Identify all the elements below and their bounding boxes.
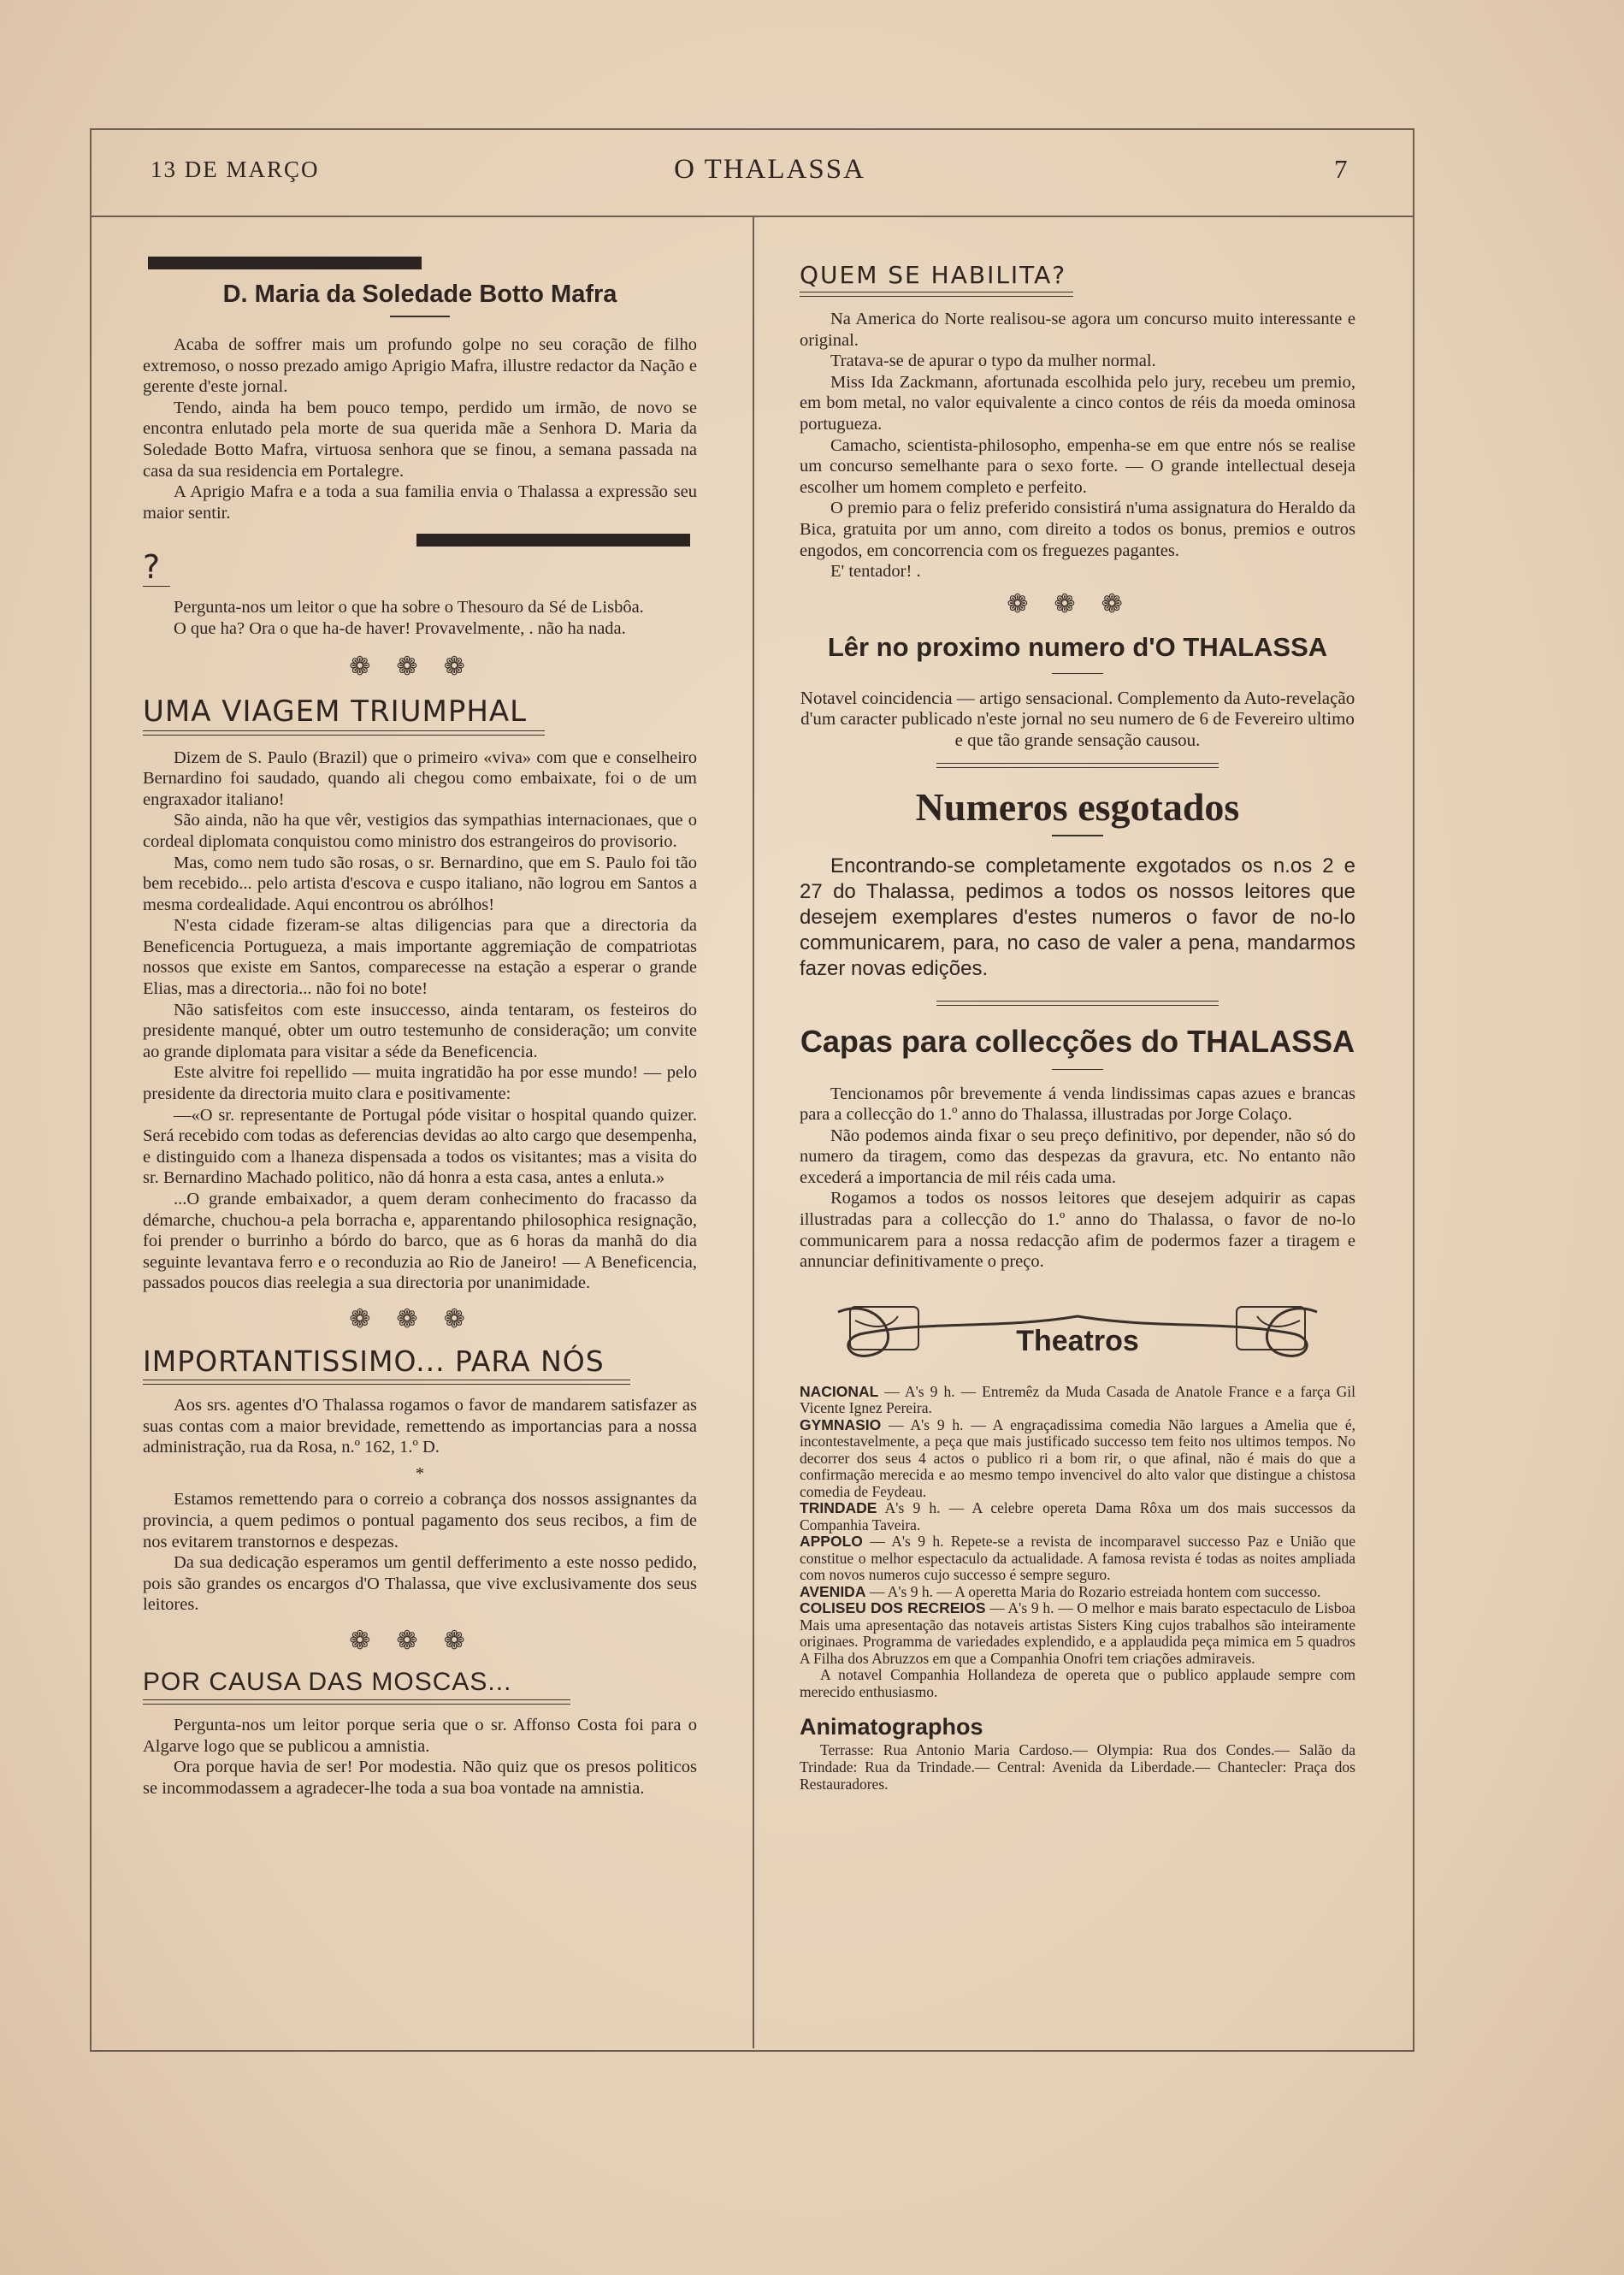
rosette-icon: ❁: [349, 1626, 397, 1655]
column-rule: [753, 216, 754, 2048]
capas-paragraph: Tencionamos pôr brevemente á venda lindissimas capas azues e brancas para a collecção do 1.º anno do Thalassa, illustradas por Jorge Colaço.: [800, 1084, 1355, 1125]
obituary-bar: [148, 257, 422, 269]
rosette-divider: [143, 1624, 697, 1658]
short-rule: [1052, 835, 1103, 836]
capas-paragraph: Rogamos a todos os nossos leitores que desejem adquirir as capas illustradas para a collecção do 1.º anno do Thalassa, o favor de no-lo communicarem para a nossa redacção afim de podermos fazer a tiragem e annunciar definitivamente o preço.: [800, 1189, 1355, 1272]
habilita-title: QUEM SE HABILITA?: [800, 261, 1067, 289]
importantissimo-paragraph: Aos srs. agentes d'O Thalassa rogamos o favor de mandarem satisfazer as suas contas com a maior brevidade, remettendo as importancias para a nossa administração, rua da Rosa, n.º 162, 1.º D.: [143, 1395, 697, 1457]
capas-title: Capas para collecções do THALASSA: [800, 1023, 1355, 1059]
capas-paragraph: Não podemos ainda fixar o seu preço definitivo, por depender, não só do numero da tiragem, como das despezas da gravura, etc. No entanto não excederá a importancia de mil réis cada uma.: [800, 1126, 1355, 1187]
importantissimo-paragraph: Da sua dedicação esperamos um gentil defferimento a este nosso pedido, pois são grandes os encargos d'O Thalassa, que vive exclusivamente dos seus leitores.: [143, 1553, 697, 1615]
newspaper-title: O THALASSA: [674, 154, 865, 185]
theatre-entry: APPOLO — A's 9 h. Repete-se a revista de incomparavel successo Paz e União que constitue o melhor espectaculo da actualidade. A famosa revista é todas as noites ampliada com novos numeros cujo successo é sempre seguro.: [800, 1533, 1355, 1584]
rosette-icon: ❁: [396, 652, 444, 681]
habilita-paragraph: O premio para o feliz preferido consistirá n'uma assignatura do Heraldo da Bica, gratuita por um anno, com direito a todos os bonus, premios e outros engodos, em concorrencia com os freguezes pagantes.: [800, 499, 1355, 560]
animatographos-title: Animatographos: [800, 1714, 983, 1740]
importantissimo-title: IMPORTANTISSIMO... PARA NÓS: [143, 1344, 605, 1378]
rosette-icon: ❁: [349, 1304, 397, 1333]
right-column: [800, 261, 1355, 1793]
esgotados-text: Encontrando-se completamente exgotados os n.os 2 e 27 do Thalassa, pedimos a todos os nossos leitores que desejem exemplares d'estes numeros o favor de no-lo communicarem, para, no caso de valer a pena, mandarmos fazer novas edições.: [800, 854, 1355, 980]
left-column: [143, 257, 697, 1799]
theatre-name: GYMNASIO: [800, 1415, 882, 1433]
theatros-list: [800, 1384, 1355, 1701]
rosette-icon: ❁: [443, 652, 491, 681]
short-rule: [390, 316, 450, 317]
rosette-icon: ❁: [396, 1626, 444, 1655]
double-rule: [800, 292, 1073, 297]
habilita-paragraph: Miss Ida Zackmann, afortunada escolhida pelo jury, recebeu um premio, em bom metal, no valor equivalente a cinco contos de réis da moeda ominosa portugueza.: [800, 372, 1355, 434]
theatre-entry: TRINDADE A's 9 h. — A celebre opereta Dama Rôxa um dos mais successos da Companhia Taveira.: [800, 1499, 1355, 1533]
header-date: 13 DE MARÇO: [151, 157, 320, 182]
question-paragraph: O que ha? Ora o que ha-de haver! Provavelmente, . não ha nada.: [174, 618, 626, 638]
rosette-icon: ❁: [443, 1626, 491, 1655]
esgotados-title: Numeros esgotados: [915, 784, 1240, 829]
animatographos-text: Terrasse: Rua Antonio Maria Cardoso.— Olympia: Rua dos Condes.— Salão da Trindade: Rua da Trindade.— Central: Avenida da Liberdade.— Chantecler: Praça dos Restauradores.: [800, 1741, 1355, 1793]
theatre-name: COLISEU DOS RECREIOS: [800, 1599, 986, 1617]
rosette-icon: ❁: [1101, 589, 1149, 618]
question-paragraph: Pergunta-nos um leitor o que ha sobre o Thesouro da Sé de Lisbôa.: [174, 598, 644, 618]
habilita-paragraph: E' tentador! .: [830, 562, 921, 582]
viagem-heading: [143, 694, 697, 729]
rosette-icon: ❁: [349, 652, 397, 681]
habilita-paragraph: Tratava-se de apurar o typo da mulher normal.: [830, 352, 1156, 371]
proximo-text: Notavel coincidencia — artigo sensacional. Complemento da Auto-revelação d'um caracter publicado n'este jornal no seu numero de 6 de Fevereiro ultimo e que tão grande sensação causou.: [800, 687, 1355, 750]
obituary-paragraph: A Aprigio Mafra e a toda a sua familia envia o Thalassa a expressão seu maior sentir.: [143, 482, 697, 523]
mourning-bar: [416, 534, 690, 547]
double-rule: [143, 730, 545, 736]
double-rule: [936, 1001, 1219, 1006]
importantissimo-paragraph: Estamos remettendo para o correio a cobrança dos nossos assignantes da provincia, a quem pedimos o pontual pagamento dos seus recibos, a fim de nos evitarem transtornos e despezas.: [143, 1490, 697, 1551]
viagem-title: UMA VIAGEM TRIUMPHAL: [143, 694, 528, 729]
question-mark: ?: [143, 548, 162, 587]
theatre-entry: COLISEU DOS RECREIOS — A's 9 h. — O melhor e mais barato espectaculo de Lisboa Mais uma apresentação das notaveis artistas Sisters King cujos trabalhos são inteiramente originaes. Programma de variedades explendido, e a applaudida peça mimica em 5 quadros A Filha dos Abruzzos em que a Companhia Onofri tem criações admiraveis.: [800, 1599, 1356, 1667]
rosette-icon: ❁: [1007, 589, 1054, 618]
short-rule: [1052, 1069, 1103, 1070]
viagem-paragraph: ...O grande embaixador, a quem deram conhecimento do fracasso da démarche, chuchou-a pela borracha e, apparentando philosophica resignação, foi prender o burrinho a bórdo do barco, que as 6 horas da manhã do dia seguinte levantava ferro e o reconduzia ao Rio de Janeiro! — A Beneficencia, passados poucos dias reelegia a sua directoria por unanimidade.: [143, 1190, 697, 1293]
habilita-paragraph: Na America do Norte realisou-se agora um concurso muito interessante e original.: [800, 310, 1355, 350]
viagem-paragraph: Mas, como nem tudo são rosas, o sr. Bernardino, que em S. Paulo foi tão bem recebido... pelo artista d'escova e cuspo italiano, não logrou em Santos a mesma cordealidade. Aqui encontrou os abrólhos!: [143, 853, 697, 914]
theatre-entry: GYMNASIO — A's 9 h. — A engraçadissima comedia Não largues a Amelia que é, incontestavelmente, a peça que mais justificado successo tem feito nos ultimos tempos. No decorrer dos seus 4 actos o publico ri a bom rir, o que afinal, não é mais do que a confirmação merecida e ao mesmo tempo invencivel do alto valor que distingue a chistosa comedia de Feydeau.: [800, 1415, 1356, 1500]
proximo-title: Lêr no proximo numero d'O THALASSA: [827, 631, 1328, 662]
asterisk-divider: *: [415, 1463, 425, 1483]
rosette-divider: [800, 588, 1355, 622]
theatros-title: Theatros: [1016, 1324, 1139, 1357]
theatre-name: APPOLO: [800, 1533, 863, 1551]
viagem-paragraph: Este alvitre foi repellido — muita ingratidão ha por esse mundo! — pelo presidente da directoria muito clara e positivamente:: [143, 1063, 697, 1104]
double-rule: [143, 1699, 570, 1705]
viagem-paragraph: São ainda, não ha que vêr, vestigios das sympathias internacionaes, que o cordeal diplomata conquistou como ministro dos estrangeiros do provisorio.: [143, 811, 697, 851]
viagem-paragraph: Não satisfeitos com este insuccesso, ainda tentaram, os festeiros do presidente manqué, obter um outro testemunho de consideração; um convite ao grande diplomata para visitar a séde da Beneficencia.: [143, 1000, 697, 1061]
rosette-divider: [143, 650, 697, 684]
theatre-entry: A notavel Companhia Hollandeza de opereta que o publico applaude sempre com merecido enthusiasmo.: [800, 1666, 1355, 1700]
double-rule: [143, 1380, 630, 1385]
viagem-paragraph: N'esta cidade fizeram-se altas diligencias para que a directoria da Beneficencia Portugueza, a mais importante aggremiação de compatriotas nossos que existe em Santos, comparecesse na estação a esperar o grande Elias, mas a directoria... não foi no bote!: [143, 916, 697, 999]
page-number: 7: [1334, 154, 1348, 184]
short-rule: [143, 586, 170, 587]
rosette-divider: [143, 1303, 697, 1337]
viagem-paragraph: Dizem de S. Paulo (Brazil) que o primeiro «viva» com que e conselheiro Bernardino foi saudado, quando ali chegou como embaixate, foi o de um engraxador italiano!: [143, 748, 697, 809]
double-rule: [936, 763, 1219, 768]
rosette-icon: ❁: [443, 1304, 491, 1333]
theatre-name: NACIONAL: [800, 1382, 879, 1400]
viagem-paragraph: —«O sr. representante de Portugal póde visitar o hospital quando quizer. Será recebido com todas as deferencias devidas ao alto cargo que desempenha, e distinguido com a lhaneza dispensada a todos os visitantes; mas a visita do sr. Bernardino Machado politico, não dá honra a esta casa, antes a enluta.»: [143, 1105, 697, 1188]
rosette-icon: ❁: [396, 1304, 444, 1333]
moscas-paragraph: Pergunta-nos um leitor porque seria que o sr. Affonso Costa foi para o Algarve logo que se publicou a amnistia.: [143, 1715, 697, 1756]
theatre-name: TRINDADE: [800, 1499, 877, 1517]
obituary-title: D. Maria da Soledade Botto Mafra: [222, 281, 617, 308]
moscas-title: POR CAUSA DAS MOSCAS...: [143, 1667, 512, 1696]
obituary-paragraph: Acaba de soffrer mais um profundo golpe no seu coração de filho extremoso, o nosso prezado amigo Aprigio Mafra, illustre redactor da Nação e gerente d'este jornal.: [143, 335, 697, 397]
habilita-paragraph: Camacho, scientista-philosopho, empenha-se em que entre nós se realise um concurso semelhante para o sexo forte. — O grande intellectual deseja escolher um homem completo e perfeito.: [800, 435, 1355, 497]
short-rule: [1052, 673, 1103, 674]
theatre-entry: NACIONAL — A's 9 h. — Entremêz da Muda Casada de Anatole France e a farça Gil Vicente Ignez Pereira.: [800, 1382, 1356, 1417]
obituary-paragraph: Tendo, ainda ha bem pouco tempo, perdido um irmão, de novo se encontra enlutado pela morte de sua querida mãe a Senhora D. Maria da Soledade Botto Mafra, virtuosa senhora que se finou, a semana passada na casa da sua residencia em Portalegre.: [143, 398, 697, 481]
theatros-banner: [800, 1295, 1355, 1372]
moscas-paragraph: Ora porque havia de ser! Por modestia. Não quiz que os presos politicos se incommodassem a agradecer-lhe toda a sua boa vontade na amnistia.: [143, 1758, 697, 1798]
rosette-icon: ❁: [1054, 589, 1101, 618]
theatre-entry: AVENIDA — A's 9 h. — A operetta Maria do Rozario estreiada hontem com successo.: [800, 1582, 1321, 1600]
theatre-name: AVENIDA: [800, 1582, 866, 1600]
